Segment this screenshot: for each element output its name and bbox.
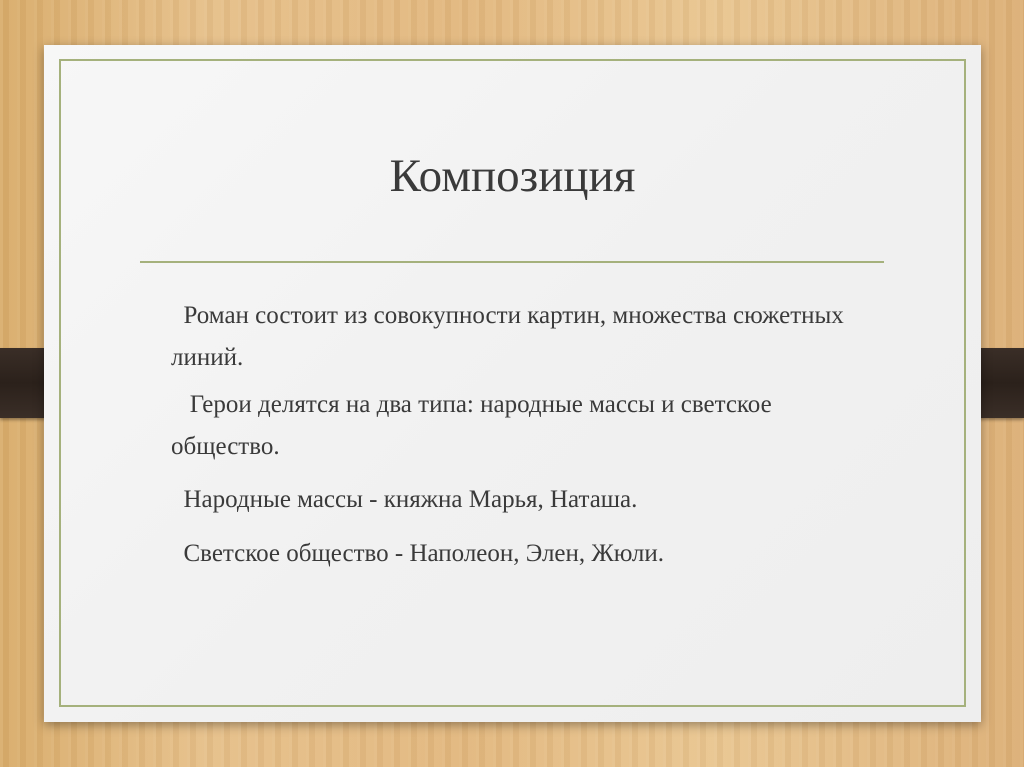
paragraph-hero-types: Герои делятся на два типа: народные массы и светское общество. xyxy=(171,391,772,460)
slide-body xyxy=(171,295,871,575)
paragraph-common-people: Народные массы - княжна Марья, Наташа. xyxy=(171,486,638,513)
paragraph-composition: Роман состоит из совокупности картин, множества сюжетных линий. xyxy=(171,302,844,371)
paragraph-high-society: Светское общество - Наполеон, Элен, Жюли. xyxy=(171,540,664,567)
title-divider xyxy=(140,261,884,263)
slide-title: Композиция xyxy=(389,150,636,202)
slide-paper xyxy=(44,45,981,722)
